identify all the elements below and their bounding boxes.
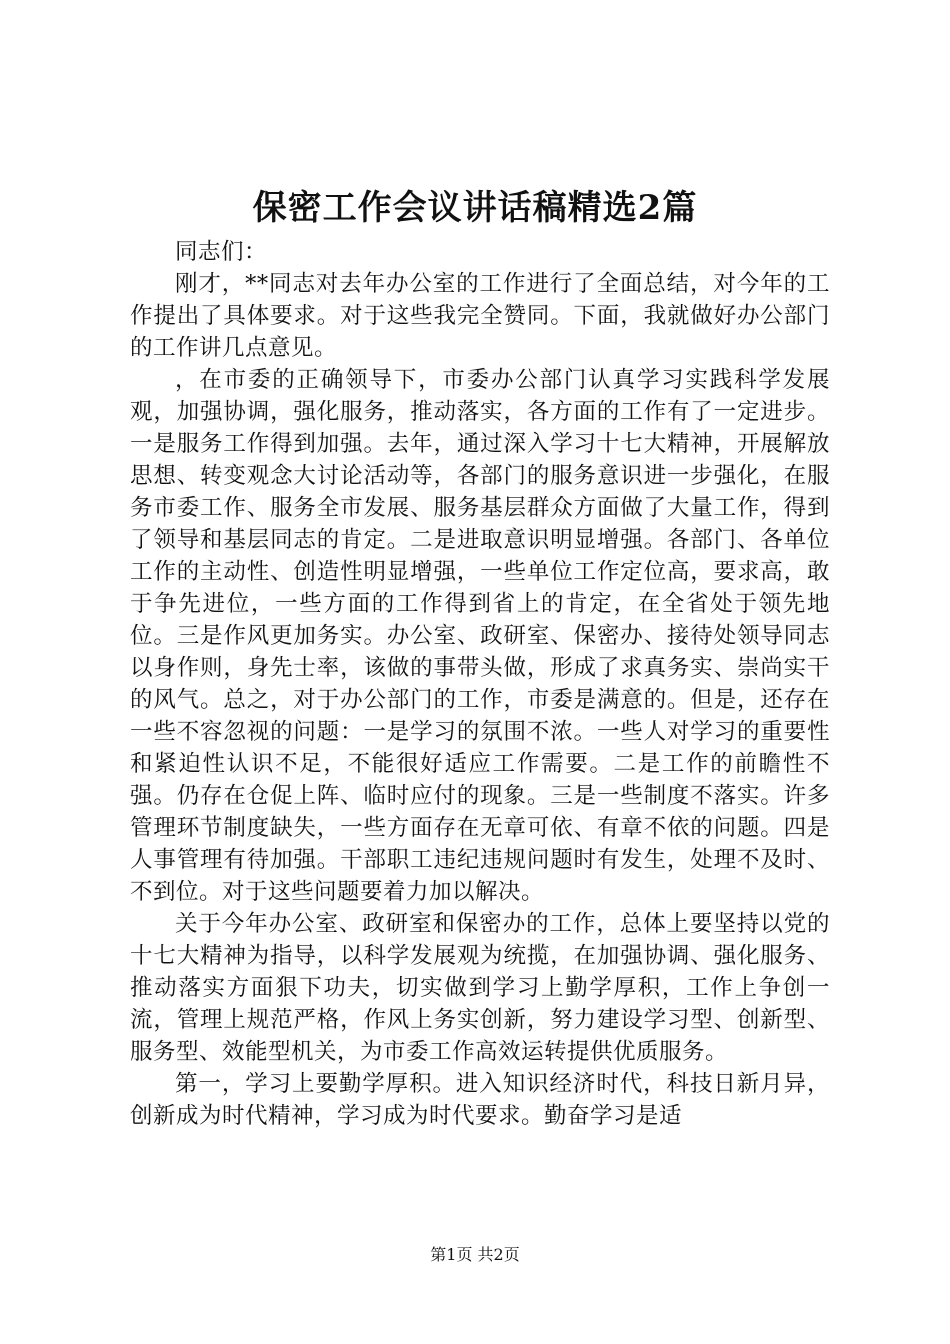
salutation-paragraph: 同志们： [175, 239, 268, 265]
document-title: 保密工作会议讲话稿精选2篇 [252, 188, 698, 228]
body-paragraph: ，在市委的正确领导下，市委办公部门认真学习实践科学发展观，加强协调，强化服务，推动落实，各方面的工作有了一定进步。一是服务工作得到加强。去年，通过深入学习十七大精神，开展解放思想、转变观念大讨论活动等，各部门的服务意识进一步强化，在服务市委工作、服务全市发展、服务基层群众方面做了大量工作，得到了领导和基层同志的肯定。二是进取意识明显增强。各部门、各单位工作的主动性、创造性明显增强，一些单位工作定位高，要求高，敢于争先进位，一些方面的工作得到省上的肯定，在全省处于领先地位。三是作风更加务实。办公室、政研室、保密办、接待处领导同志以身作则，身先士率，该做的事带头做，形成了求真务实、崇尚实干的风气。总之，对于办公部门的工作，市委是满意的。但是，还存在一些不容忽视的问题：一是学习的氛围不浓。一些人对学习的重要性和紧迫性认识不足，不能很好适应工作需要。二是工作的前瞻性不强。仍存在仓促上阵、临时应付的现象。三是一些制度不落实。许多管理环节制度缺失，一些方面存在无章可依、有章不依的问题。四是人事管理有待加强。干部职工违纪违规问题时有发生，处理不及时、不到位。对于这些问题要着力加以解决。 [130, 367, 830, 905]
document-body [130, 236, 830, 1132]
body-paragraph: 刚才，**同志对去年办公室的工作进行了全面总结，对今年的工作提出了具体要求。对于这些我完全赞同。下面，我就做好办公部门的工作讲几点意见。 [130, 271, 830, 361]
page-number: 第1页 [430, 1245, 473, 1264]
page-total: 共2页 [477, 1245, 520, 1264]
body-paragraph: 第一，学习上要勤学厚积。进入知识经济时代，科技日新月异，创新成为时代精神，学习成为时代要求。勤奋学习是适 [130, 1071, 830, 1129]
body-paragraph: 关于今年办公室、政研室和保密办的工作，总体上要坚持以党的十七大精神为指导，以科学发展观为统揽，在加强协调、强化服务、推动落实方面狠下功夫，切实做到学习上勤学厚积，工作上争创一流，管理上规范严格，作风上务实创新，努力建设学习型、创新型、服务型、效能型机关，为市委工作高效运转提供优质服务。 [130, 911, 830, 1065]
page-footer [0, 1243, 950, 1267]
